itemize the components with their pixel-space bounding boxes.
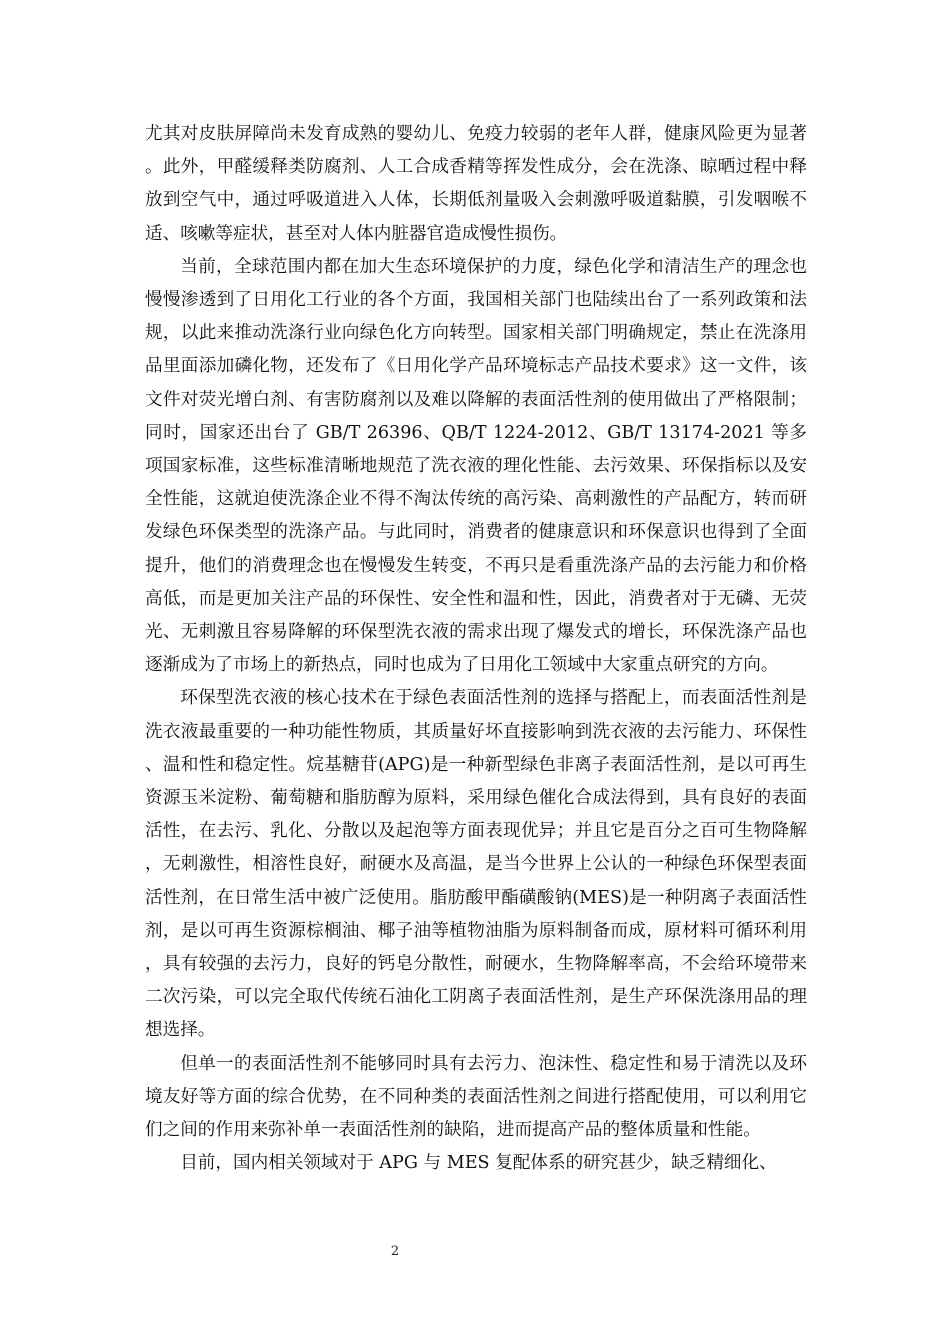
paragraph-1: 尤其对皮肤屏障尚未发育成熟的婴幼儿、免疫力较弱的老年人群，健康风险更为显著。此外，甲醛缓释类防腐剂、人工合成香精等挥发性成分，会在洗涤、晾晒过程中释放到空气中，通过呼吸道进入人体，长期低剂量吸入会刺激呼吸道黏膜，引发咽喉不适、咳嗽等症状，甚至对人体内脏器官造成慢性损伤。 (145, 124, 807, 244)
paragraph-2: 当前，全球范围内都在加大生态环境保护的力度，绿色化学和清洁生产的理念也慢慢渗透到了日用化工行业的各个方面，我国相关部门也陆续出台了一系列政策和法规，以此来推动洗涤行业向绿色化方向转型。国家相关部门明确规定，禁止在洗涤用品里面添加磷化物，还发布了《日用化学产品环境标志产品技术要求》这一文件，该文件对荧光增白剂、有害防腐剂以及难以降解的表面活性剂的使用做出了严格限制；同时，国家还出台了 GB/T 26396、QB/T 1224-2012、GB/T 13174-2021 等多项国家标准，这些标准清晰地规范了洗衣液的理化性能、去污效果、环保指标以及安全性能，这就迫使洗涤企业不得不淘汰传统的高污染、高刺激性的产品配方，转而研发绿色环保类型的洗涤产品。与此同时，消费者的健康意识和环保意识也得到了全面提升，他们的消费理念也在慢慢发生转变，不再只是看重洗涤产品的去污能力和价格高低，而是更加关注产品的环保性、安全性和温和性，因此，消费者对于无磷、无荧光、无刺激且容易降解的环保型洗衣液的需求出现了爆发式的增长，环保洗涤产品也逐渐成为了市场上的新热点，同时也成为了日用化工领域中大家重点研究的方向。 (145, 256, 807, 676)
paragraph-4: 但单一的表面活性剂不能够同时具有去污力、泡沫性、稳定性和易于清洗以及环境友好等方面的综合优势，在不同种类的表面活性剂之间进行搭配使用，可以利用它们之间的作用来弥补单一表面活性剂的缺陷，进而提高产品的整体质量和性能。 (145, 1053, 807, 1141)
paragraph-5: 目前，国内相关领域对于 APG 与 MES 复配体系的研究甚少，缺乏精细化、 (180, 1153, 777, 1174)
document-body (145, 118, 807, 1181)
paragraph-3: 环保型洗衣液的核心技术在于绿色表面活性剂的选择与搭配上，而表面活性剂是洗衣液最重要的一种功能性物质，其质量好坏直接影响到洗衣液的去污能力、环保性、温和性和稳定性。烷基糖苷(APG)是一种新型绿色非离子表面活性剂，是以可再生资源玉米淀粉、葡萄糖和脂肪醇为原料，采用绿色催化合成法得到，具有良好的表面活性，在去污、乳化、分散以及起泡等方面表现优异；并且它是百分之百可生物降解，无刺激性，相溶性良好，耐硬水及高温，是当今世界上公认的一种绿色环保型表面活性剂，在日常生活中被广泛使用。脂肪酸甲酯磺酸钠(MES)是一种阴离子表面活性剂，是以可再生资源棕榈油、椰子油等植物油脂为原料制备而成，原材料可循环利用，具有较强的去污力，良好的钙皂分散性，耐硬水，生物降解率高，不会给环境带来二次污染，可以完全取代传统石油化工阴离子表面活性剂，是生产环保洗涤用品的理想选择。 (145, 688, 807, 1041)
page-number: 2 (390, 1244, 400, 1259)
